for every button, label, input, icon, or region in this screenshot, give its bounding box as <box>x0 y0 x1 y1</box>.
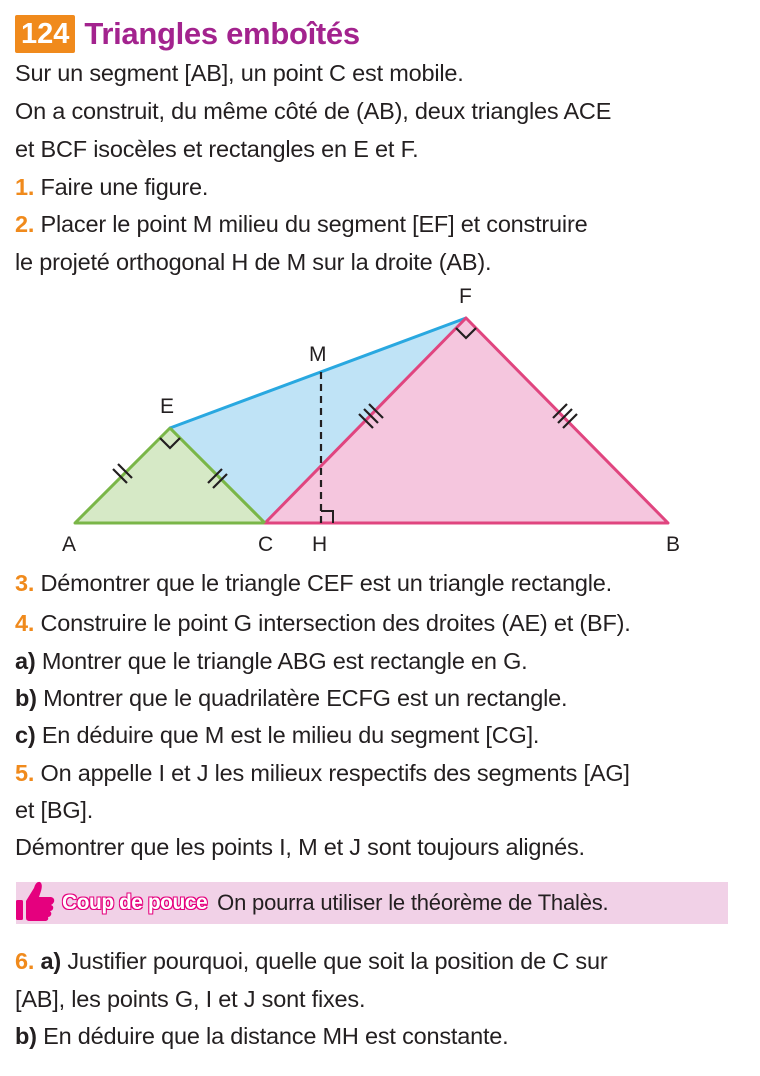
question-text: En déduire que la distance MH est constante. <box>36 1023 509 1049</box>
question-number: 4. <box>15 610 35 636</box>
question-text: Placer le point M milieu du segment [EF] et construire <box>34 211 588 237</box>
question-text: Construire le point G intersection des droites (AE) et (BF). <box>34 610 631 636</box>
question-5-line-1 <box>15 758 630 788</box>
exercise-title: Triangles emboîtés <box>84 16 360 51</box>
question-text: On appelle I et J les milieux respectifs des segments [AG] <box>34 760 630 786</box>
hint-label: Coup de pouce <box>62 891 208 914</box>
subquestion-label: c) <box>15 722 36 748</box>
question-number: 5. <box>15 760 35 786</box>
subquestion-label: b) <box>15 685 37 711</box>
point-label-c: C <box>258 533 274 556</box>
question-text: Justifier pourquoi, quelle que soit la position de C sur <box>61 948 608 974</box>
point-label-f: F <box>459 285 472 308</box>
question-4c <box>15 720 539 750</box>
point-label-e: E <box>160 395 175 418</box>
thumbs-up-icon <box>14 876 58 924</box>
question-text: Démontrer que le triangle CEF est un triangle rectangle. <box>34 570 612 596</box>
question-text: En déduire que M est le milieu du segment [CG]. <box>35 722 540 748</box>
intro-line-1: Sur un segment [AB], un point C est mobile. <box>15 60 464 86</box>
question-6a-line-1 <box>15 946 607 976</box>
question-number: 3. <box>15 570 35 596</box>
question-6b <box>15 1021 509 1051</box>
question-5-line-2: et [BG]. <box>15 797 94 823</box>
point-label-m: M <box>309 343 327 366</box>
question-2-line-2: le projeté orthogonal H de M sur la droite (AB). <box>15 249 492 275</box>
question-number: 2. <box>15 211 35 237</box>
question-4a <box>15 646 528 676</box>
intro-line-3: et BCF isocèles et rectangles en E et F. <box>15 136 419 162</box>
question-text: Montrer que le triangle ABG est rectangle en G. <box>35 648 528 674</box>
question-3 <box>15 568 612 598</box>
hint-box <box>16 882 728 924</box>
point-label-h: H <box>312 533 328 556</box>
subquestion-label: a) <box>15 648 36 674</box>
question-number: 6. <box>15 948 35 974</box>
question-text: Montrer que le quadrilatère ECFG est un rectangle. <box>36 685 568 711</box>
question-text: Faire une figure. <box>34 174 209 200</box>
question-4b <box>15 683 567 713</box>
hint-text: On pourra utiliser le théorème de Thalès. <box>217 890 609 915</box>
question-number: 1. <box>15 174 35 200</box>
question-4 <box>15 608 631 638</box>
question-5-line-3: Démontrer que les points I, M et J sont toujours alignés. <box>15 834 585 860</box>
intro-line-2: On a construit, du même côté de (AB), deux triangles ACE <box>15 98 612 124</box>
subquestion-label: a) <box>40 948 62 974</box>
point-label-b: B <box>666 533 681 556</box>
exercise-number-badge: 124 <box>15 15 75 53</box>
subquestion-label: b) <box>15 1023 37 1049</box>
point-label-a: A <box>62 533 77 556</box>
question-6a-line-2: [AB], les points G, I et J sont fixes. <box>15 986 366 1012</box>
